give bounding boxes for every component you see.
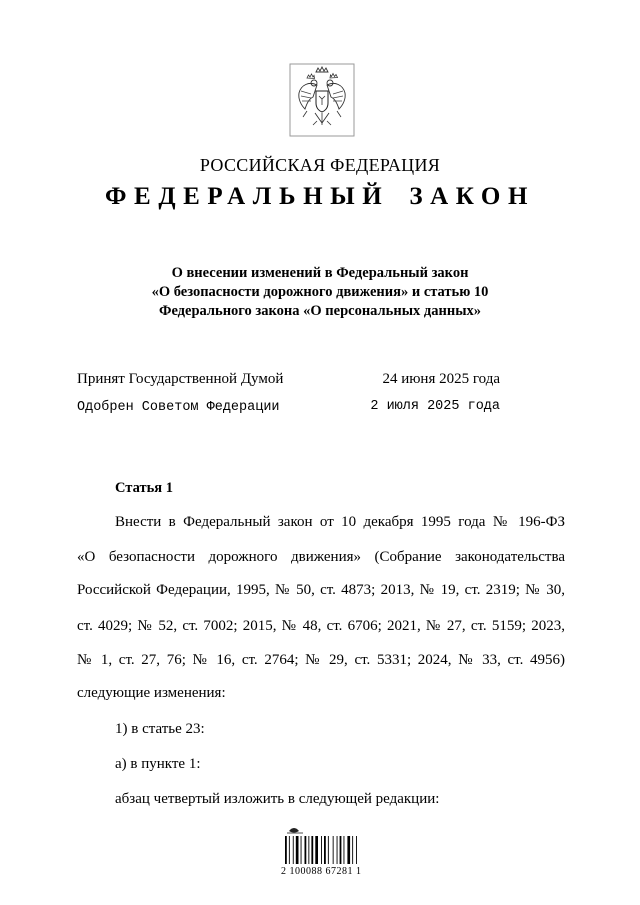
law-title-line-1: О внесении изменений в Федеральный закон	[171, 265, 469, 281]
law-title-line-2: «О безопасности дорожного движения» и статью 10	[151, 284, 489, 300]
duma-adoption-label: Принят Государственной Думой	[77, 371, 284, 387]
article-text-line-2: «О безопасности дорожного движения» (Собрание законодательства	[77, 549, 565, 565]
coat-of-arms-emblem-icon	[289, 63, 355, 137]
barcode-graphic	[281, 823, 363, 867]
article-subitem-a: а) в пункте 1:	[115, 756, 201, 772]
article-text-line-3: Российской Федерации, 1995, № 50, ст. 4873; 2013, № 19, ст. 2319; № 30,	[77, 582, 565, 598]
document-type-word-2: ЗАКОН	[409, 183, 535, 210]
council-approval-label: Одобрен Советом Федерации	[77, 400, 280, 415]
document-type-word-1: ФЕДЕРАЛЬНЫЙ	[104, 183, 390, 210]
law-title-line-3: Федерального закона «О персональных данных»	[158, 303, 482, 319]
article-text-line-5: № 1, ст. 27, 76; № 16, ст. 2764; № 29, ст. 5331; 2024, № 33, ст. 4956)	[77, 652, 565, 668]
article-text-line-6: следующие изменения:	[77, 685, 226, 701]
article-heading: Статья 1	[115, 480, 173, 496]
country-name: РОССИЙСКАЯ ФЕДЕРАЦИЯ	[199, 155, 441, 175]
document-type	[0, 183, 640, 211]
council-approval-date: 2 июля 2025 года	[370, 399, 500, 414]
duma-adoption-date: 24 июня 2025 года	[382, 371, 500, 387]
article-text-line-1: Внести в Федеральный закон от 10 декабря 1995 года № 196-ФЗ	[115, 514, 565, 530]
law-title	[0, 264, 640, 321]
article-text-line-4: ст. 4029; № 52, ст. 7002; 2015, № 48, ст. 6706; 2021, № 27, ст. 5159; 2023,	[77, 618, 565, 634]
article-paragraph-instruction: абзац четвертый изложить в следующей редакции:	[115, 791, 440, 807]
article-item-1: 1) в статье 23:	[115, 721, 205, 737]
barcode-number: 2 100088 67281 1	[281, 866, 362, 877]
